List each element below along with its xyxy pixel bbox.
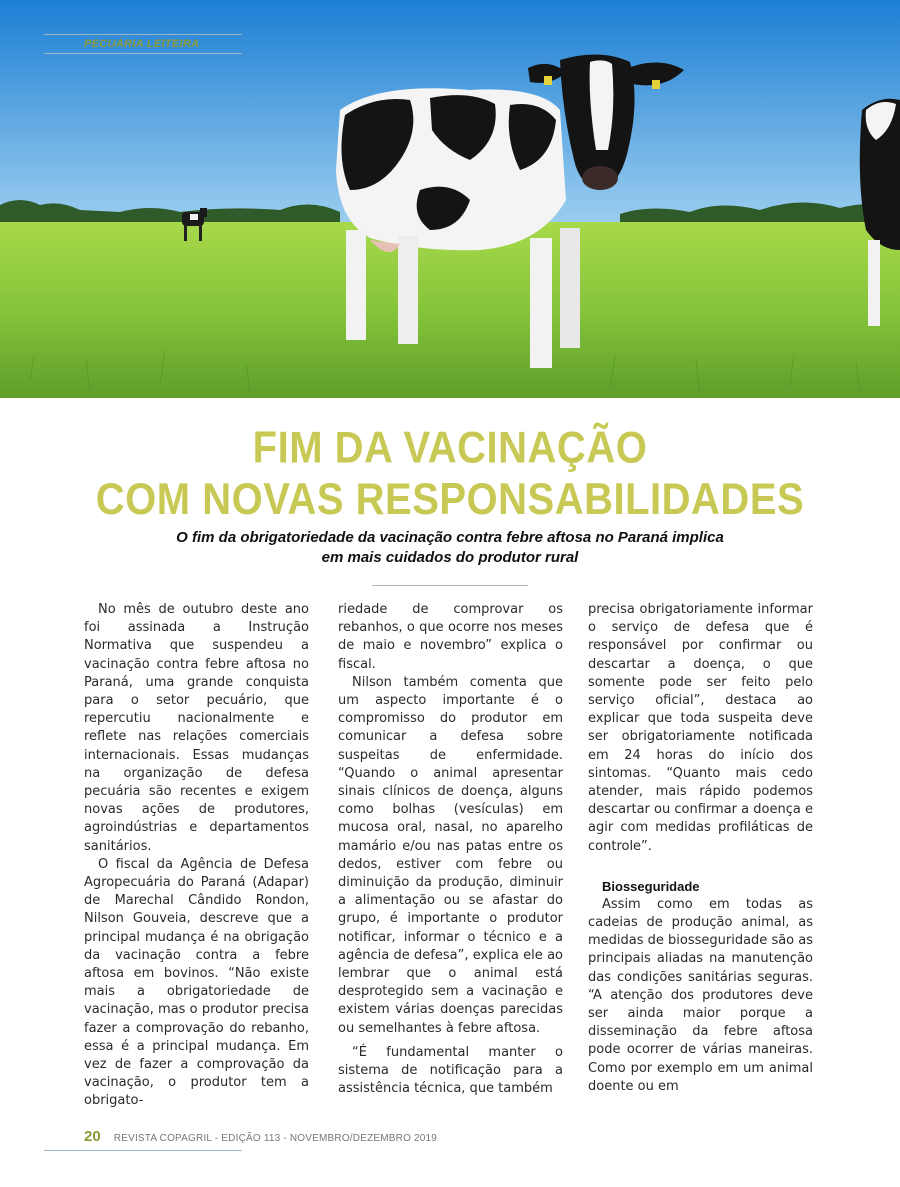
- paragraph: “É fundamental manter o sistema de notificação para a assistência técnica, que também: [338, 1044, 563, 1097]
- publication-info: REVISTA COPAGRIL - EDIÇÃO 113 - NOVEMBRO/DEZEMBRO 2019: [113, 1133, 438, 1144]
- hero-photo: [0, 0, 900, 398]
- page-footer: [44, 1126, 444, 1145]
- article-title-line-2: COM NOVAS RESPONSABILIDADES: [95, 474, 805, 524]
- paragraph: Nilson também comenta que um aspecto importante é o compromisso do produtor em comunicar a defesa sobre suspeitas de enfermidade. “Quando o animal apresentar sinais clínicos de doença, alguns como bolhas (vesículas) em mucosa oral, nasal, no aparelho mamário e/ou nas patas entre os dedos, estiver com febre ou diminuição da produção, diminuir a alimentação ou se afastar do grupo, é importante o produtor notificar, informar o técnico e a agência de defesa”, explica ele ao lembrar que o animal está desprotegido sem a vacinação e existem várias doenças parecidas ou semelhantes à febre aftosa.: [338, 674, 563, 1036]
- paragraph: No mês de outubro deste ano foi assinada a Instrução Normativa que suspendeu a vacinação contra febre aftosa no Paraná, uma grande conquista para o setor pecuário, que repercutiu nacionalmente e reflete nas relações comerciais internacionais. Essas mudanças na organização de defesa pecuária são recentes e exigem novas ações de produtores, agroindústrias e departamentos sanitários.: [84, 602, 309, 854]
- column-2: [338, 601, 563, 1098]
- footer-rule: [44, 1150, 242, 1151]
- section-label: PECUÁRIA LEITEIRA: [84, 38, 200, 50]
- title-divider: [372, 585, 528, 586]
- column-3: [588, 601, 813, 1096]
- article-subtitle: [120, 528, 780, 568]
- article-subtitle-line-2: em mais cuidados do produtor rural: [321, 549, 579, 566]
- section-tag-rule-bottom: [44, 53, 242, 54]
- cows-pasture-illustration: [0, 0, 900, 398]
- article-title: [0, 422, 900, 525]
- paragraph: precisa obrigatoriamente informar o serviço de defesa que é responsável por confirmar ou descartar a doença, o que somente pode ser feito pelo serviço oficial”, destaca ao explicar que toda suspeita deve ser obrigatoriamente notificada em 24 horas do início dos sintomas. “Quanto mais cedo atender, mais rápido podemos descartar ou confirmar a doença e agir com medidas profiláticas de controle”.: [588, 602, 813, 854]
- column-1: [84, 601, 309, 1111]
- article-subtitle-line-1: O fim da obrigatoriedade da vacinação contra febre aftosa no Paraná implica: [176, 529, 724, 546]
- page-number: 20: [84, 1128, 101, 1145]
- paragraph: riedade de comprovar os rebanhos, o que ocorre nos meses de maio e novembro” explica o fiscal.: [338, 602, 563, 672]
- section-tag: [44, 34, 242, 54]
- article-title-line-1: FIM DA VACINAÇÃO: [252, 423, 648, 473]
- paragraph: O fiscal da Agência de Defesa Agropecuária do Paraná (Adapar) de Marechal Cândido Rondon, Nilson Gouveia, descreve que a principal mudança é na obrigação da vacinação contra a febre aftosa em bovinos. “Não existe mais a obrigatoriedade de vacinação, mas o produtor precisa fazer a comprovação do rebanho, essa é a principal mudança. Em vez de fazer a comprovação da vacinação, o produtor tem a obrigato-: [84, 856, 309, 1109]
- subhead-biosseguridade: Biosseguridade: [602, 878, 700, 894]
- paragraph: Assim como em todas as cadeias de produção animal, as medidas de biosseguridade são as principais aliadas na manutenção das condições sanitárias seguras. “A atenção dos produtores deve ser ainda maior porque a disseminação da febre aftosa pode ocorrer de várias maneiras. Como por exemplo em um animal doente ou em: [588, 896, 814, 1094]
